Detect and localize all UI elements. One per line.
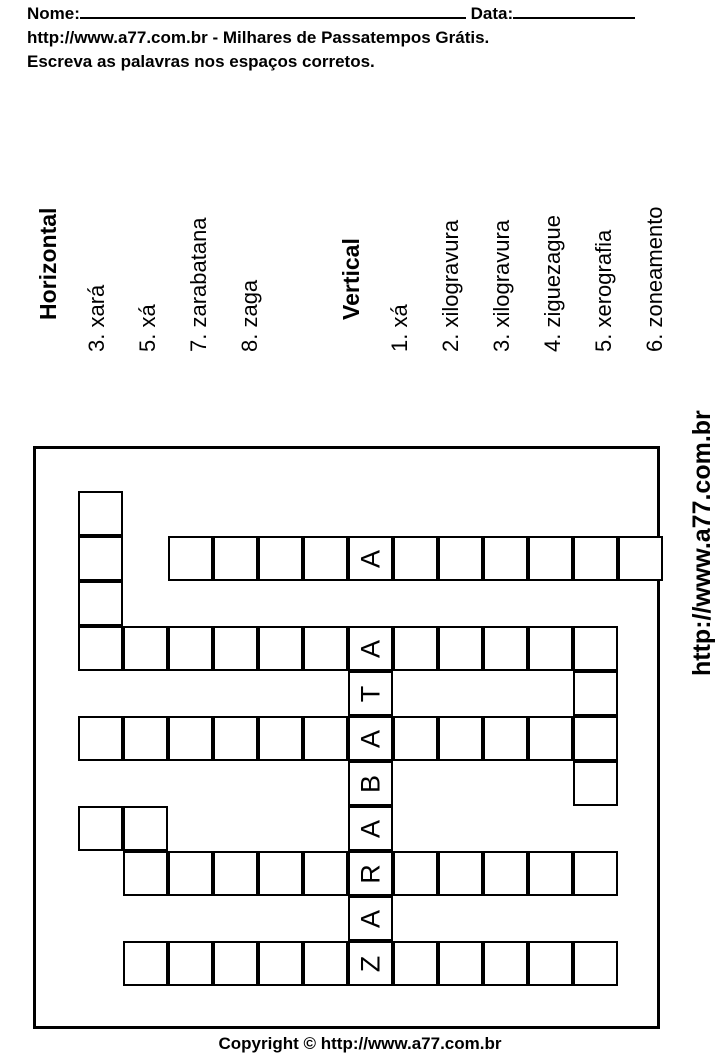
clue-item: 4. ziguezague [540, 215, 565, 352]
crossword-cell[interactable] [483, 941, 528, 986]
crossword-cell[interactable] [348, 806, 393, 851]
crossword-cell[interactable] [483, 716, 528, 761]
crossword-cell[interactable] [258, 536, 303, 581]
crossword-cell[interactable] [618, 536, 663, 581]
crossword-cell[interactable] [573, 536, 618, 581]
crossword-cell[interactable] [573, 851, 618, 896]
clue-item: 3. xilogravura [489, 219, 514, 352]
crossword-cell[interactable] [348, 941, 393, 986]
crossword-cell[interactable] [393, 851, 438, 896]
site-line: http://www.a77.com.br - Milhares de Passatempos Grátis. [27, 28, 490, 47]
crossword-cell[interactable] [438, 941, 483, 986]
clue-item: 5. xerografia [591, 229, 616, 352]
cell-letter: Z [355, 955, 385, 972]
crossword-cell[interactable] [483, 851, 528, 896]
crossword-cell[interactable] [168, 716, 213, 761]
crossword-cell[interactable] [528, 626, 573, 671]
crossword-cell[interactable] [303, 536, 348, 581]
crossword-cell[interactable] [348, 716, 393, 761]
crossword-cell[interactable] [168, 941, 213, 986]
crossword-cell[interactable] [348, 626, 393, 671]
crossword-cell[interactable] [168, 626, 213, 671]
clue-item: 3. xará [84, 284, 109, 352]
clue-item: 7. zarabatana [186, 217, 211, 352]
cell-letter: T [355, 685, 385, 702]
crossword-cell[interactable] [78, 626, 123, 671]
crossword-cell[interactable] [573, 671, 618, 716]
crossword-cell[interactable] [393, 941, 438, 986]
crossword-cell[interactable] [348, 851, 393, 896]
copyright: Copyright © http://www.a77.com.br [218, 1034, 502, 1053]
clue-item: 1. xá [387, 304, 412, 352]
cell-letter: A [355, 819, 385, 838]
crossword-cell[interactable] [213, 626, 258, 671]
crossword-cell[interactable] [303, 716, 348, 761]
cell-letter: A [355, 549, 385, 568]
crossword-cell[interactable] [258, 626, 303, 671]
crossword-cell[interactable] [258, 851, 303, 896]
clue-item: 8. zaga [237, 279, 262, 352]
crossword-cell[interactable] [573, 626, 618, 671]
crossword-cell[interactable] [438, 716, 483, 761]
cell-letter: B [355, 774, 385, 793]
crossword-cell[interactable] [528, 536, 573, 581]
date-label: Data: [470, 4, 514, 23]
crossword-cell[interactable] [528, 716, 573, 761]
horizontal-title: Horizontal [35, 207, 61, 320]
cell-letter: A [355, 729, 385, 748]
crossword-cell[interactable] [528, 941, 573, 986]
crossword-cell[interactable] [123, 716, 168, 761]
crossword-cell[interactable] [438, 851, 483, 896]
crossword-cell[interactable] [483, 626, 528, 671]
crossword-cell[interactable] [123, 806, 168, 851]
crossword-cell[interactable] [483, 536, 528, 581]
crossword-cell[interactable] [168, 536, 213, 581]
name-label: Nome: [27, 4, 80, 23]
crossword-cell[interactable] [303, 851, 348, 896]
crossword-cell[interactable] [123, 851, 168, 896]
clue-item: 2. xilogravura [438, 219, 463, 352]
crossword-cell[interactable] [348, 761, 393, 806]
instruction-line: Escreva as palavras nos espaços corretos. [27, 52, 375, 71]
crossword-cell[interactable] [528, 851, 573, 896]
crossword-cell[interactable] [348, 671, 393, 716]
crossword-cell[interactable] [123, 941, 168, 986]
cell-letter: R [355, 863, 385, 884]
crossword-cell[interactable] [393, 716, 438, 761]
crossword-cell[interactable] [573, 761, 618, 806]
crossword-cell[interactable] [78, 716, 123, 761]
crossword-cell[interactable] [348, 536, 393, 581]
crossword-cell[interactable] [438, 626, 483, 671]
crossword-cell[interactable] [393, 626, 438, 671]
crossword-cell[interactable] [213, 716, 258, 761]
crossword-cell[interactable] [78, 806, 123, 851]
crossword-cell[interactable] [348, 896, 393, 941]
clue-item: 5. xá [135, 304, 160, 352]
crossword-cell[interactable] [303, 941, 348, 986]
crossword-cell[interactable] [78, 536, 123, 581]
crossword-cell[interactable] [213, 536, 258, 581]
crossword-cell[interactable] [213, 851, 258, 896]
clue-item: 6. zoneamento [642, 206, 667, 352]
crossword-cell[interactable] [573, 716, 618, 761]
crossword-cell[interactable] [393, 536, 438, 581]
crossword-cell[interactable] [258, 941, 303, 986]
cell-letter: A [355, 639, 385, 658]
crossword-cell[interactable] [168, 851, 213, 896]
side-url: http://www.a77.com.br [688, 410, 716, 676]
crossword-cell[interactable] [258, 716, 303, 761]
crossword-cell[interactable] [303, 626, 348, 671]
crossword-cell[interactable] [438, 536, 483, 581]
cell-letter: A [355, 909, 385, 928]
crossword-cell[interactable] [78, 581, 123, 626]
crossword-cell[interactable] [213, 941, 258, 986]
crossword-cell[interactable] [573, 941, 618, 986]
vertical-title: Vertical [338, 238, 364, 320]
crossword-cell[interactable] [123, 626, 168, 671]
crossword-cell[interactable] [78, 491, 123, 536]
